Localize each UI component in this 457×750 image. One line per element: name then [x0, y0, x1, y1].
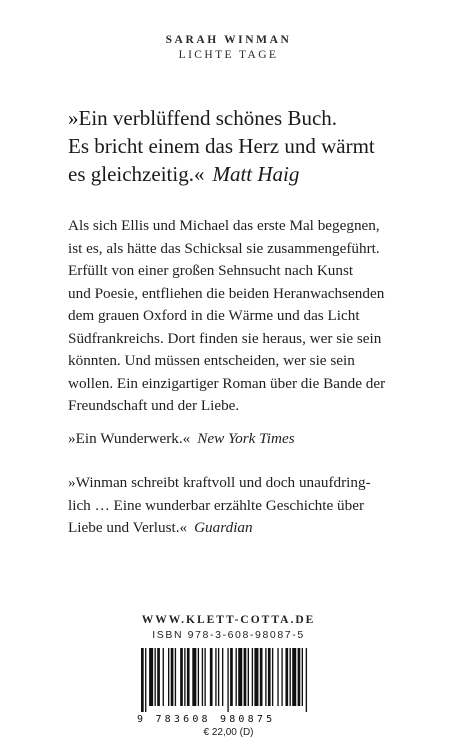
barcode-bar	[277, 648, 278, 706]
blurb-line: ist es, als hätte das Schicksal sie zusammengeführt.	[68, 239, 380, 257]
barcode-bar	[281, 648, 282, 706]
barcode-bar	[290, 648, 291, 706]
cover-header	[0, 34, 457, 61]
review-quote-line: lich … Eine wunderbar erzählte Geschichte über	[68, 496, 365, 514]
publisher-footer	[0, 614, 457, 641]
blurb-line: wollen. Ein einzigartiger Roman über die Bande der	[68, 374, 386, 392]
barcode-bar	[230, 648, 233, 706]
author-name: SARAH WINMAN	[165, 34, 292, 46]
review-quote-line: Liebe und Verlust.«	[68, 519, 188, 536]
barcode-bar	[238, 648, 242, 706]
barcode-bar	[272, 648, 273, 706]
barcode-bar	[254, 648, 258, 706]
review-quote-attribution: New York Times	[197, 430, 295, 447]
publisher-website: WWW.KLETT-COTTA.DE	[141, 614, 316, 626]
barcode-bar	[198, 648, 199, 706]
lead-quote-line: Es bricht einem das Herz und wärmt	[68, 134, 375, 158]
book-title: LICHTE TAGE	[178, 49, 279, 61]
barcode-bar	[180, 648, 183, 706]
blurb-line: dem grauen Oxford in die Wärme und das Licht	[68, 307, 360, 324]
barcode-bar	[285, 648, 288, 706]
barcode-bar	[222, 648, 223, 706]
barcode-bar	[265, 648, 266, 706]
barcode-bar	[149, 648, 153, 706]
blurb-line: könnten. Und müssen entscheiden, wer sie sein	[68, 352, 355, 369]
price-label: € 22,00 (D)	[203, 727, 254, 738]
blurb-paragraph	[68, 215, 428, 418]
review-quote-line-last	[68, 517, 428, 540]
barcode-bar	[244, 648, 247, 706]
review-quote-nyt	[68, 428, 428, 451]
barcode-bar	[298, 648, 301, 706]
isbn-number: ISBN 978-3-608-98087-5	[152, 629, 305, 641]
barcode-bar	[204, 648, 205, 706]
barcode-bar	[218, 648, 219, 706]
blurb-line: Freundschaft und der Liebe.	[68, 397, 240, 414]
barcode-bar	[215, 648, 216, 706]
review-quote-guardian	[68, 472, 428, 540]
barcode-bar	[192, 648, 196, 706]
barcode-bar	[157, 648, 160, 706]
barcode-bar	[168, 648, 169, 706]
barcode-bar	[210, 648, 213, 706]
barcode-bars	[137, 648, 319, 712]
blurb-line: Als sich Ellis und Michael das erste Mal begegnen,	[68, 217, 380, 234]
barcode-bar	[187, 648, 190, 706]
barcode-bar	[145, 648, 146, 712]
review-quote-text: »Ein Wunderwerk.«	[68, 430, 191, 447]
barcode-bar	[227, 648, 228, 712]
barcode-bar	[260, 648, 263, 706]
barcode-bar	[184, 648, 185, 706]
blurb-line: Erfüllt von einer großen Sehnsucht nach Kunst	[68, 262, 354, 279]
barcode-bar	[302, 648, 303, 706]
barcode-bar	[171, 648, 174, 706]
lead-quote-attribution: Matt Haig	[212, 162, 300, 186]
blurb-line: und Poesie, entfliehen die beiden Heranwachsenden	[68, 284, 385, 302]
barcode-bar	[141, 648, 144, 712]
barcode-bar	[268, 648, 271, 706]
barcode-bar	[306, 648, 307, 712]
barcode	[137, 648, 319, 725]
barcode-bar	[236, 648, 237, 706]
barcode-bar	[202, 648, 203, 706]
barcode-digits: 9 783608 980875	[137, 714, 276, 725]
barcode-bar	[292, 648, 296, 706]
lead-quote-line-last	[68, 160, 428, 188]
lead-quote-line: es gleichzeitig.«	[68, 162, 205, 186]
barcode-bar	[155, 648, 156, 706]
blurb-line: Südfrankreichs. Dort finden sie heraus, wer sie sein	[68, 329, 382, 347]
review-quote-attribution: Guardian	[194, 519, 253, 536]
barcode-bar	[252, 648, 253, 706]
barcode-bar	[163, 648, 164, 706]
barcode-bar	[248, 648, 249, 706]
lead-quote-line: »Ein verblüffend schönes Buch.	[68, 106, 338, 130]
lead-quote	[68, 104, 428, 188]
barcode-bar	[175, 648, 176, 706]
review-quote-line: »Winman schreibt kraftvoll und doch unaufdring-	[68, 474, 371, 491]
